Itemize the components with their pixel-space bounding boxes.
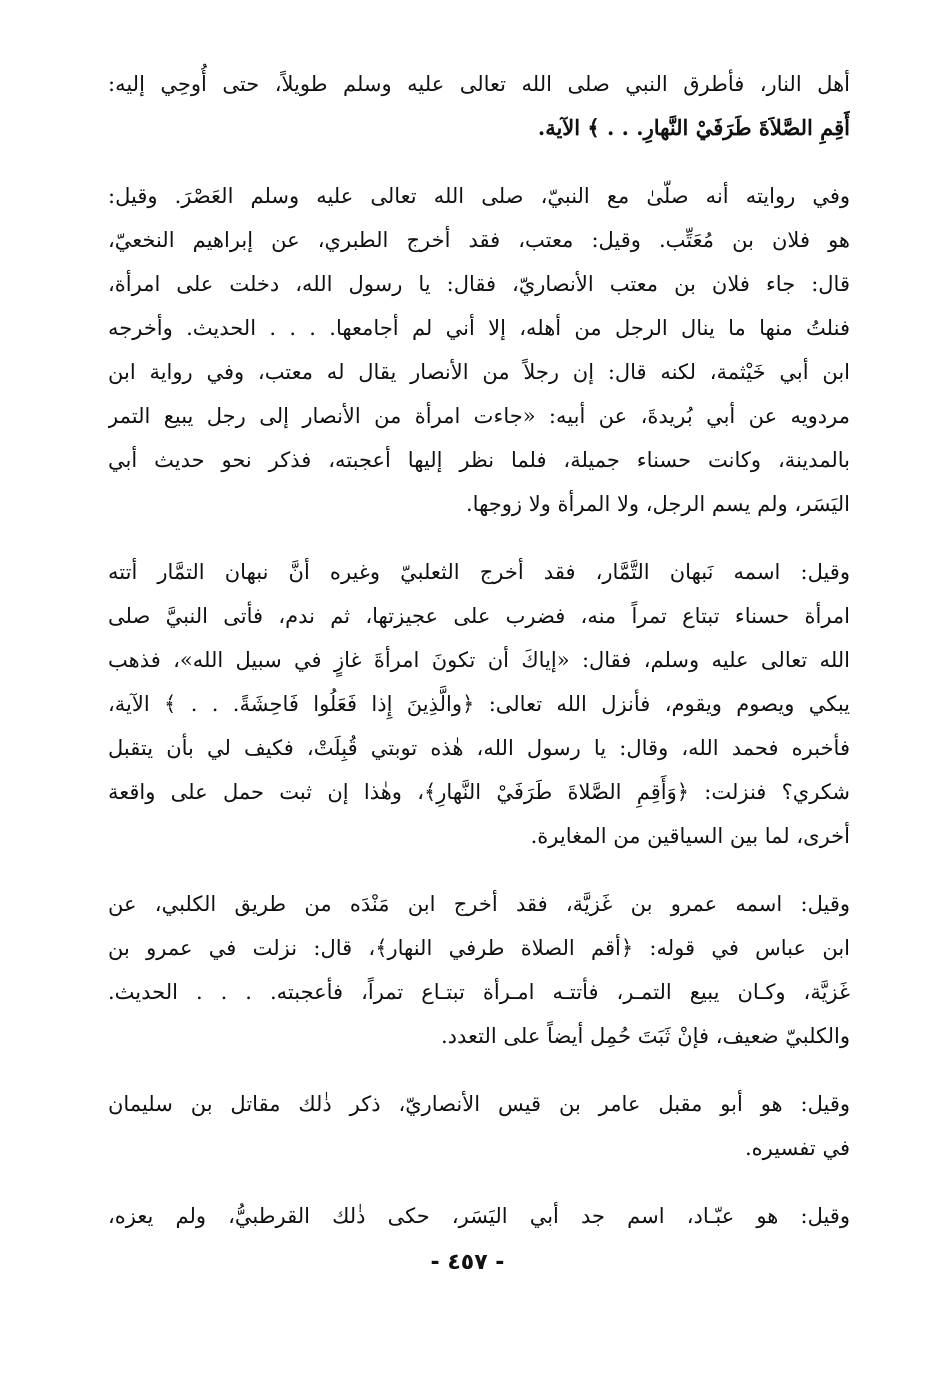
text-line: قال: جاء فلان بن معتب الأنصاريّ، فقال: يا رسول الله، دخلت على امرأة،	[108, 272, 850, 296]
text-line: بالمدينة، وكانت حسناء جميلة، فلما نظر إليها أعجبته، فذكر نحو حديث أبي	[108, 448, 850, 472]
page-body	[108, 62, 850, 1238]
text-line: وفي روايته أنه صلّىٰ مع النبيّ، صلى الله تعالى عليه وسلم العَصْرَ. وقيل:	[108, 184, 850, 208]
text-line: ابن أبي خَيْثمة، لكنه قال: إن رجلاً من الأنصار يقال له معتب، وفي رواية ابن	[108, 360, 850, 384]
text-line: أَقِمِ الصَّلاَةَ طَرَفَيْ النَّهارِ. . . ﴾ الآية.	[537, 115, 850, 140]
paragraph-2	[108, 174, 850, 526]
text-line: والكلبيّ ضعيف، فإنْ ثَبَتَ حُمِل أيضاً على التعدد.	[440, 1024, 850, 1048]
text-line: ابن عباس في قوله: ﴿أقم الصلاة طرفي النهار﴾، قال: نزلت في عمرو بن	[108, 936, 850, 960]
text-line: في تفسيره.	[744, 1136, 850, 1160]
text-line: غَزيَّة، وكـان يبيع التمـر، فأتتـه امـرأة تبتـاع تمراً، فأعجبته. . . . الحديث.	[108, 980, 850, 1004]
page-number: - ٤٥٧ -	[430, 1250, 505, 1275]
text-line: يبكي ويصوم ويقوم، فأنزل الله تعالى: ﴿والَّذِينَ إِذا فَعَلُوا فَاحِشَةً. . . ﴾ الآية،	[108, 692, 850, 716]
paragraph-5	[108, 1082, 850, 1170]
paragraph-6	[108, 1194, 850, 1238]
text-line: أهل النار، فأطرق النبي صلى الله تعالى عليه وسلم طويلاً، حتى أُوحِي إليه:	[108, 72, 850, 96]
text-line: أخرى، لما بين السياقين من المغايرة.	[530, 824, 850, 848]
text-line: مردويه عن أبي بُريدةَ، عن أبيه: «جاءت امرأة من الأنصار إلى رجل يبيع التمر	[108, 404, 850, 428]
text-line: فأخبره فحمد الله، وقال: يا رسول الله، هٰذه توبتي قُبِلَتْ، فكيف لي بأن يتقبل	[108, 736, 850, 760]
text-line: شكري؟ فنزلت: ﴿وَأَقِمِ الصَّلاةَ طَرَفَيْ النَّهارِ﴾، وهٰذا إن ثبت حمل على واقعة	[108, 780, 850, 804]
text-line: هو فلان بن مُعَتِّب. وقيل: معتب، فقد أخرج الطبري، عن إبراهيم النخعيّ،	[108, 228, 850, 252]
text-line: الله تعالى عليه وسلم، فقال: «إياكَ أن تكونَ امرأةَ غازٍ في سبيل الله»، فذهب	[108, 648, 850, 672]
text-line: امرأة حسناء تبتاع تمراً منه، فضرب على عجيزتها، ثم ندم، فأتى النبيَّ صلى	[108, 604, 850, 628]
text-line: وقيل: هو عبّـاد، اسم جد أبي اليَسَر، حكى ذٰلك القرطبيُّ، ولم يعزه،	[108, 1204, 850, 1228]
paragraph-3	[108, 550, 850, 858]
text-line: اليَسَر، ولم يسم الرجل، ولا المرأة ولا زوجها.	[466, 492, 850, 516]
text-line: وقيل: اسمه نَبهان التَّمَّار، فقد أخرج الثعلبيّ وغيره أنَّ نبهان التمَّار أتته	[108, 560, 850, 584]
text-line: وقيل: هو أبو مقبل عامر بن قيس الأنصاريّ، ذكر ذٰلك مقاتل بن سليمان	[108, 1092, 850, 1116]
text-line: وقيل: اسمه عمرو بن غَزيَّة، فقد أخرج ابن مَنْدَه من طريق الكلبي، عن	[108, 892, 850, 916]
text-line: فنلتُ منها ما ينال الرجل من أهله، إلا أني لم أجامعها. . . . الحديث. وأخرجه	[108, 316, 850, 340]
paragraph-4	[108, 882, 850, 1058]
paragraph-1	[108, 62, 850, 150]
